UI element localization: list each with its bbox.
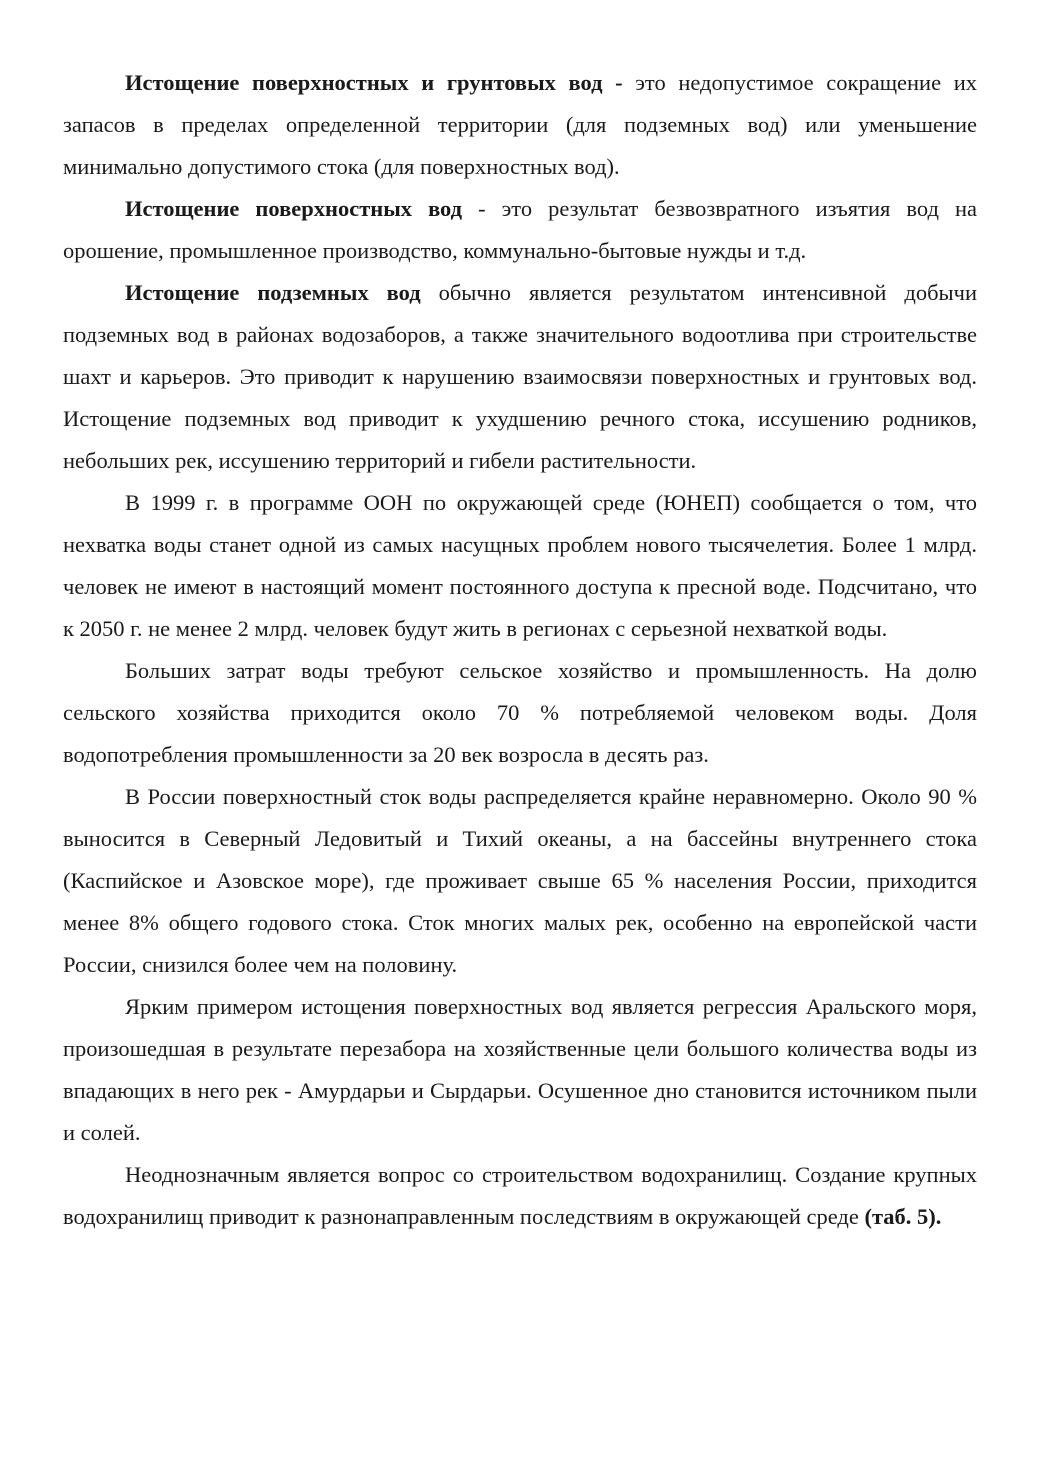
paragraph-surface-water-depletion xyxy=(63,188,977,272)
paragraph-underground-water-depletion xyxy=(63,272,977,482)
paragraph-water-consumption: Больших затрат воды требуют сельское хозяйство и промышленность. На долю сельского хозяйства приходится около 70 % потребляемой человеком воды. Доля водопотребления промышленности за 20 век возросла в десять раз. xyxy=(63,658,977,767)
paragraph-text: - это результат безвозвратного изъятия вод на орошение, промышленное производство, коммунально-бытовые нужды и т.д. xyxy=(63,196,977,263)
paragraph-surface-groundwater-depletion xyxy=(63,62,977,188)
table-reference: (таб. 5). xyxy=(864,1204,942,1229)
paragraph-unep-1999: В 1999 г. в программе ООН по окружающей среде (ЮНЕП) сообщается о том, что нехватка воды станет одной из самых насущных проблем нового тысячелетия. Более 1 млрд. человек не имеют в настоящий момент постоянного доступа к пресной воде. Подсчитано, что к 2050 г. не менее 2 млрд. человек будут жить в регионах с серьезной нехваткой воды. xyxy=(63,490,977,641)
paragraph-aral-sea: Ярким примером истощения поверхностных вод является регрессия Аральского моря, произошедшая в результате перезабора на хозяйственные цели большого количества воды из впадающих в него рек - Амурдарьи и Сырдарьи. Осушенное дно становится источником пыли и солей. xyxy=(63,994,977,1145)
paragraph-text: это недопустимое сокращение их запасов в пределах определенной территории (для подземных вод) или уменьшение минимально допустимого стока (для поверхностных вод). xyxy=(63,70,977,179)
paragraph-text: обычно является результатом интенсивной добычи подземных вод в районах водозаборов, а также значительного водоотлива при строительстве шахт и карьеров. Это приводит к нарушению взаимосвязи поверхностных и грунтовых вод. Истощение подземных вод приводит к ухудшению речного стока, иссушению родников, небольших рек, иссушению территорий и гибели растительности. xyxy=(63,280,977,473)
term-underground-water-depletion: Истощение подземных вод xyxy=(125,280,421,305)
paragraph-reservoirs xyxy=(63,1154,977,1238)
paragraph-russia-runoff: В России поверхностный сток воды распределяется крайне неравномерно. Около 90 % выносится в Северный Ледовитый и Тихий океаны, а на бассейны внутреннего стока (Каспийское и Азовское море), где проживает свыше 65 % населения России, приходится менее 8% общего годового стока. Сток многих малых рек, особенно на европейской части России, снизился более чем на половину. xyxy=(63,784,977,977)
term-surface-groundwater-depletion: Истощение поверхностных и грунтовых вод - xyxy=(125,70,623,95)
term-surface-water-depletion: Истощение поверхностных вод xyxy=(125,196,463,221)
paragraph-text: Неоднозначным является вопрос со строительством водохранилищ. Создание крупных водохранилищ приводит к разнонаправленным последствиям в окружающей среде xyxy=(63,1162,977,1229)
